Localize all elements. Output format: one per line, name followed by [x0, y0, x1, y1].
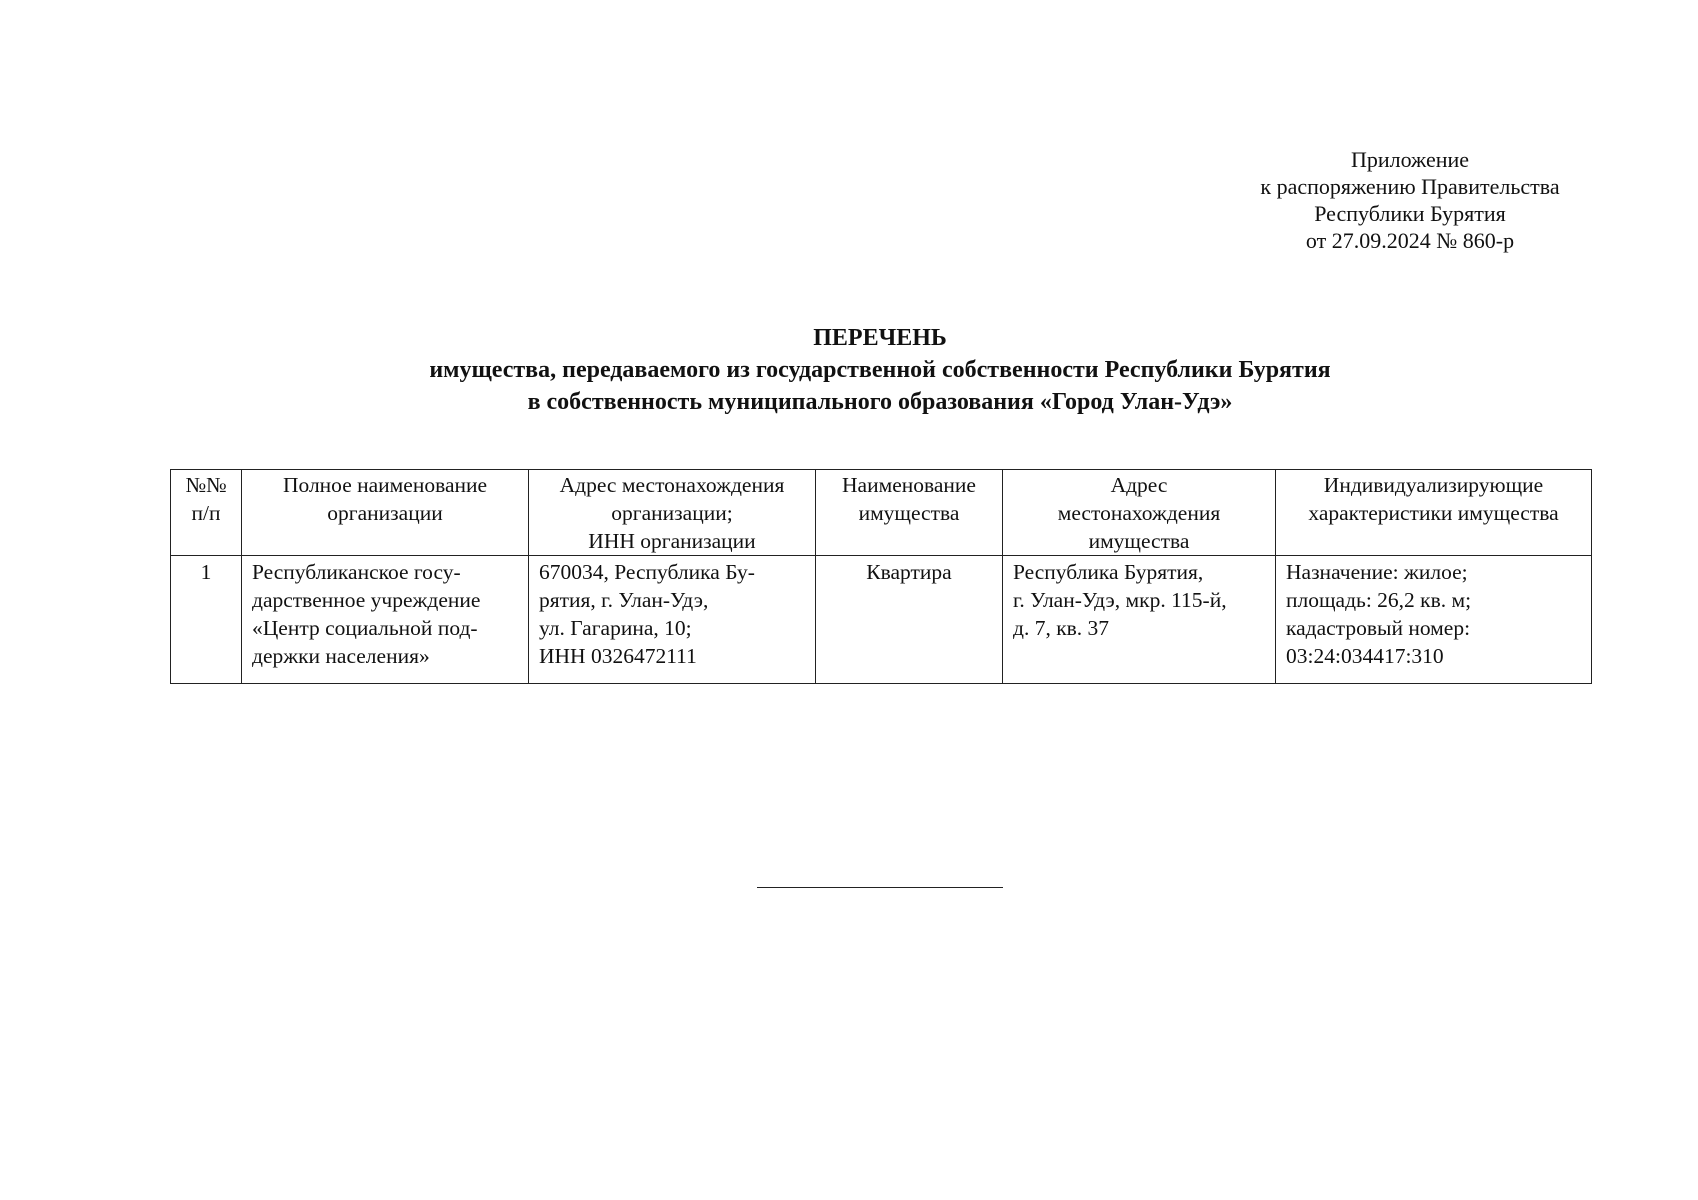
header-property-characteristics — [1276, 470, 1592, 556]
cell-text: дарственное учреждение — [252, 588, 481, 612]
header-property-address — [1003, 470, 1276, 556]
cell-property-address — [1003, 556, 1276, 684]
appendix-line: к распоряжению Правительства — [1260, 174, 1560, 199]
cell-text: 03:24:034417:310 — [1286, 644, 1444, 668]
title-line: в собственность муниципального образования «Город Улан-Удэ» — [527, 389, 1233, 415]
cell-number — [171, 556, 242, 684]
cell-text: площадь: 26,2 кв. м; — [1286, 588, 1472, 612]
cell-text: д. 7, кв. 37 — [1013, 616, 1110, 640]
appendix-line: от 27.09.2024 № 860-р — [1305, 228, 1515, 253]
header-text: организации; — [611, 501, 733, 525]
cell-property-name — [816, 556, 1003, 684]
header-text: Индивидуализирующие — [1323, 473, 1544, 497]
header-text: имущества — [1088, 529, 1190, 553]
cell-property-characteristics — [1276, 556, 1592, 684]
document-title — [170, 322, 1590, 418]
cell-text: Республиканское госу- — [252, 560, 461, 584]
cell-text: 1 — [200, 560, 212, 584]
table-row — [171, 556, 1592, 684]
header-property-name — [816, 470, 1003, 556]
property-table — [170, 469, 1592, 684]
header-text: ИНН организации — [588, 529, 756, 553]
table-header-row — [171, 470, 1592, 556]
cell-text: 670034, Республика Бу- — [539, 560, 755, 584]
header-text: имущества — [858, 501, 960, 525]
header-text: №№ — [185, 473, 227, 497]
cell-text: ИНН 0326472111 — [539, 644, 697, 668]
cell-text: г. Улан-Удэ, мкр. 115-й, — [1013, 588, 1227, 612]
cell-text: «Центр социальной под- — [252, 616, 478, 640]
appendix-line: Республики Бурятия — [1314, 201, 1506, 226]
appendix-line: Приложение — [1350, 147, 1470, 172]
appendix-block — [1230, 146, 1590, 254]
header-text: Наименование — [842, 473, 976, 497]
header-text: местонахождения — [1057, 501, 1221, 525]
header-text: организации — [327, 501, 443, 525]
header-org-address — [529, 470, 816, 556]
cell-org-address — [529, 556, 816, 684]
end-of-document-rule — [757, 887, 1003, 888]
cell-text: Республика Бурятия, — [1013, 560, 1204, 584]
cell-text: Квартира — [866, 560, 952, 584]
cell-text: рятия, г. Улан-Удэ, — [539, 588, 709, 612]
title-heading: ПЕРЕЧЕНЬ — [813, 325, 947, 351]
header-text: Полное наименование — [282, 473, 488, 497]
cell-text: держки населения» — [252, 644, 430, 668]
cell-text: кадастровый номер: — [1286, 616, 1471, 640]
cell-text: Назначение: жилое; — [1286, 560, 1468, 584]
header-text: Адрес — [1110, 473, 1168, 497]
header-text: Адрес местонахождения — [559, 473, 785, 497]
header-number — [171, 470, 242, 556]
cell-text: ул. Гагарина, 10; — [539, 616, 692, 640]
title-line: имущества, передаваемого из государственной собственности Республики Бурятия — [429, 357, 1331, 383]
header-text: характеристики имущества — [1308, 501, 1559, 525]
header-text: п/п — [191, 501, 221, 525]
header-org-name — [242, 470, 529, 556]
cell-org-name — [242, 556, 529, 684]
